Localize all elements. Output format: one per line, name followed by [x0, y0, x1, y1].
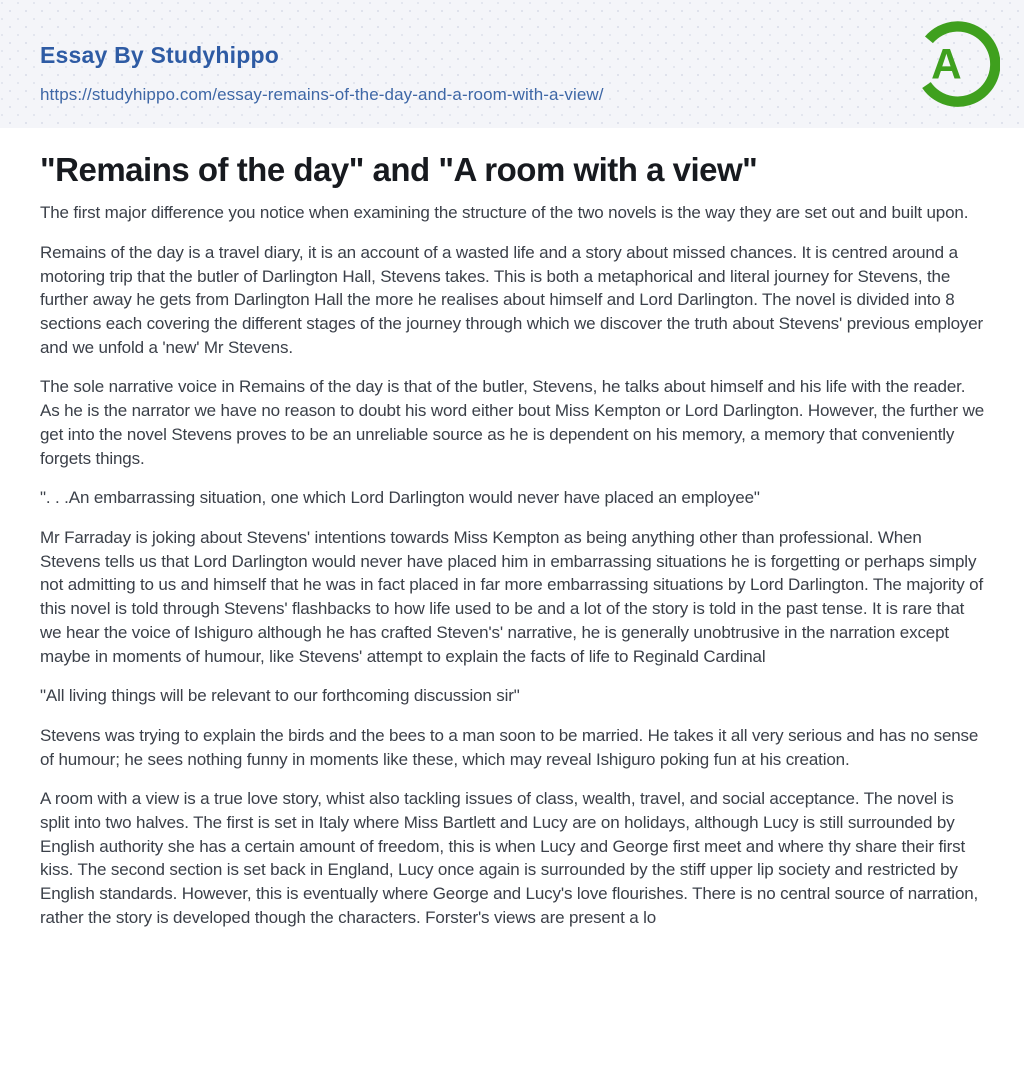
studyhippo-logo-icon: [906, 17, 1000, 111]
essay-article: [0, 149, 1024, 930]
essay-quote-1: ". . .An embarrassing situation, one which Lord Darlington would never have placed an employee": [40, 488, 760, 508]
essay-paragraph-3: The sole narrative voice in Remains of the day is that of the butler, Stevens, he talks about himself and his life with the reader. As he is the narrator we have no reason to doubt his word either bout Miss Kempton or Lord Darlington. However, the further we get into the novel Stevens proves to be an unreliable source as he is dependent on his memory, a memory that conveniently forgets things.: [40, 377, 984, 468]
logo-letter: A: [931, 40, 962, 88]
essay-title: "Remains of the day" and "A room with a view": [40, 151, 758, 188]
page-header: [0, 0, 1024, 128]
essay-paragraph-6: A room with a view is a true love story, whist also tackling issues of class, wealth, travel, and social acceptance. The novel is split into two halves. The first is set in Italy where Miss Bartlett and Lucy are on holidays, although Lucy is still surrounded by English authority she has a certain amount of freedom, this is when Lucy and George first meet and where thy share their first kiss. The second section is set back in England, Lucy once again is surrounded by the stiff upper lip society and restricted by English standards. However, this is eventually where George and Lucy's love flourishes. There is no central source of narration, rather the story is developed though the characters. Forster's views are present a lo: [40, 789, 979, 927]
essay-paragraph-1: The first major difference you notice when examining the structure of the two novels is the way they are set out and built upon.: [40, 203, 969, 223]
essay-paragraph-2: Remains of the day is a travel diary, it is an account of a wasted life and a story about missed chances. It is centred around a motoring trip that the butler of Darlington Hall, Stevens takes. This is both a metaphorical and literal journey for Stevens, the further away he gets from Darlington Hall the more he realises about himself and Lord Darlington. The novel is divided into 8 sections each covering the different stages of the journey through which we discover the truth about Stevens' previous employer and we unfold a 'new' Mr Stevens.: [40, 242, 984, 357]
essay-paragraph-5: Stevens was trying to explain the birds and the bees to a man soon to be married. He takes it all very serious and has no sense of humour; he sees nothing funny in moments like these, which may reveal Ishiguro poking fun at his creation.: [40, 725, 979, 769]
brand-title: Essay By Studyhippo: [40, 42, 279, 68]
essay-quote-2: "All living things will be relevant to our forthcoming discussion sir": [40, 686, 520, 706]
essay-paragraph-4: Mr Farraday is joking about Stevens' intentions towards Miss Kempton as being anything other than professional. When Stevens tells us that Lord Darlington would never have placed him in embarrassing situations he is forgetting or perhaps simply not admitting to us and himself that he was in fact placed in far more embarrassing situations by Lord Darlington. The majority of this novel is told through Stevens' flashbacks to how life used to be and a lot of the story is told in the past tense. It is rare that we hear the voice of Ishiguro although he has crafted Steven's' narrative, he is generally unobtrusive in the narration except maybe in moments of humour, like Stevens' attempt to explain the facts of life to Reginald Cardinal: [40, 527, 984, 666]
source-url-link[interactable]: https://studyhippo.com/essay-remains-of-the-day-and-a-room-with-a-view/: [40, 85, 604, 104]
